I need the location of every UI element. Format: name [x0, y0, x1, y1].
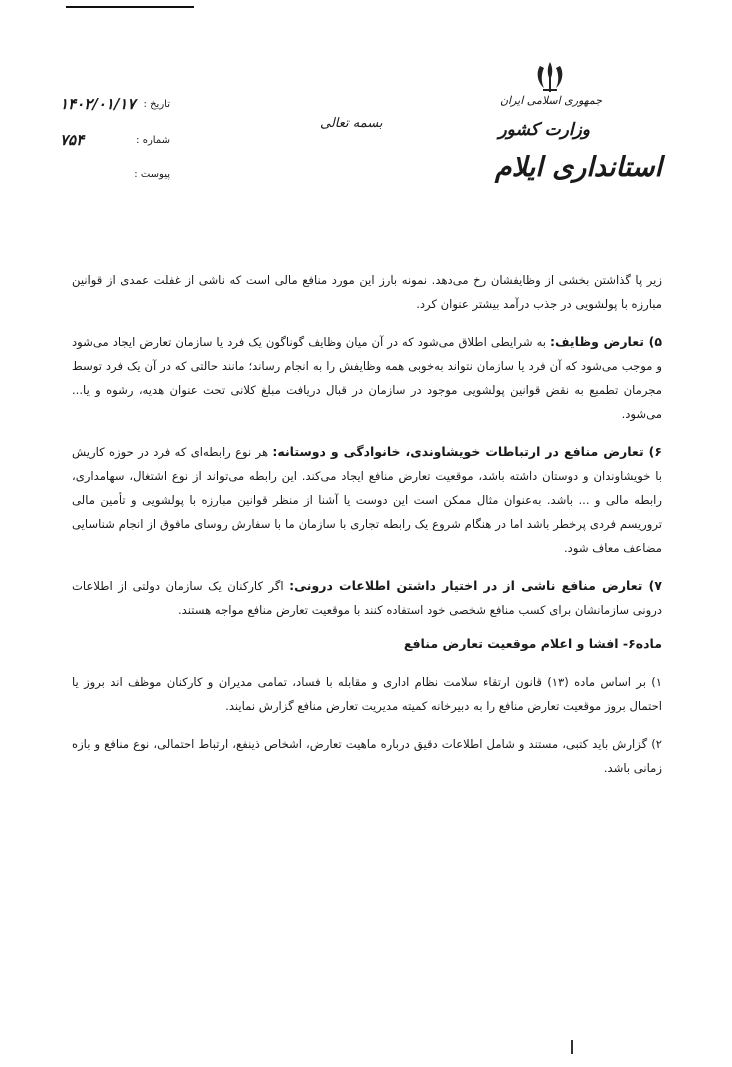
letter-body — [72, 268, 662, 780]
paragraph-5 — [72, 330, 662, 426]
bismillah: بسمه تعالی — [320, 116, 383, 131]
letter-meta — [60, 95, 170, 185]
paragraph-7-text: اگر کارکنان یک سازمان دولتی از اطلاعات درونی سازمانشان برای کسب منافع شخصی خود استفاده کنند با موقعیت تعارض منافع مواجه هستند. — [72, 579, 662, 617]
date-value: ۱۴۰۲/۰۱/۱۷ — [60, 95, 136, 113]
paragraph-7-heading: ۷) تعارض منافع ناشی از در اختیار داشتن اطلاعات درونی: — [289, 578, 662, 593]
date-label: تاریخ : — [143, 99, 170, 110]
top-rule — [66, 6, 194, 8]
paragraph-5-text: به شرایطی اطلاق می‌شود که در آن میان وظایف گوناگون یک فرد یا سازمان تعارض ایجاد می‌شود و موجب می‌شود که آن فرد یا سازمان نتواند به‌خوبی همه وظایفش را به انجام رساند؛ مانند حالتی که در آن یک فرد توسط مجرمان تطمیع به نقض قوانین پولشویی موجود در سازمان در قبال دریافت مبلغ کلانی تحت عنوان هدیه، رشوه و یا... می‌شود. — [72, 335, 662, 421]
letterhead — [462, 60, 662, 200]
paragraph-7 — [72, 574, 662, 622]
article-6-item-1: ۱) بر اساس ماده (۱۳) قانون ارتقاء سلامت نظام اداری و مقابله با فساد، تمامی مدیران و کارکنان موظف اند بروز یا احتمال بروز موقعیت تعارض منافع را به دبیرخانه کمیته مدیریت تعارض منافع گزارش نمایند. — [72, 675, 662, 713]
intro-paragraph: زیر پا گذاشتن بخشی از وظایفشان رخ می‌دهد. نمونه بارز این مورد منافع مالی است که ناشی از غفلت عمدی از قوانین مبارزه با پولشویی در جذب درآمد بیشتر عنوان کرد. — [72, 273, 662, 311]
attachment-label: پیوست : — [134, 169, 170, 180]
letterhead-country: جمهوری اسلامی ایران — [499, 94, 602, 107]
paragraph-6-text: هر نوع رابطه‌ای که فرد در حوزه کاریش با خویشاوندان و دوستان داشته باشد، موقعیت تعارض منافع ایجاد می‌کند. این رابطه می‌تواند از نوع اشتغال، سهامداری، رابطه مالی و ... باشد. به‌عنوان مثال ممکن است این دوست یا آشنا از منظر قوانین مبارزه با پولشویی و تأمین مالی تروریسم فردی پرخطر باشد اما در هنگام شروع یک رابطه تجاری با سازمان ما با سفارش روسای مافوق از انجام شناسایی مضاعف معاف شود. — [72, 445, 662, 555]
meta-number-row — [60, 131, 170, 151]
meta-attachment-row — [60, 165, 170, 185]
number-label: شماره : — [136, 135, 170, 146]
paragraph-6-heading: ۶) تعارض منافع در ارتباطات خویشاوندی، خانوادگی و دوستانه: — [272, 444, 662, 459]
paragraph-5-heading: ۵) تعارض وظایف: — [550, 334, 663, 349]
article-6-title: ماده۶- افشا و اعلام موقعیت تعارض منافع — [403, 636, 662, 651]
letterhead-office: استانداری ایلام — [494, 152, 662, 183]
article-6-item-2: ۲) گزارش باید کتبی، مستند و شامل اطلاعات دقیق درباره ماهیت تعارض، اشخاص ذینفع، ارتباط احتمالی، نوع منافع و بازه زمانی باشد. — [72, 737, 662, 775]
iran-emblem-icon — [530, 60, 570, 94]
letterhead-ministry: وزارت کشور — [498, 120, 590, 140]
paragraph-6 — [72, 440, 662, 560]
bottom-mark — [571, 1040, 573, 1054]
meta-date-row — [60, 95, 170, 115]
number-value: ۷۵۴ — [60, 131, 85, 149]
